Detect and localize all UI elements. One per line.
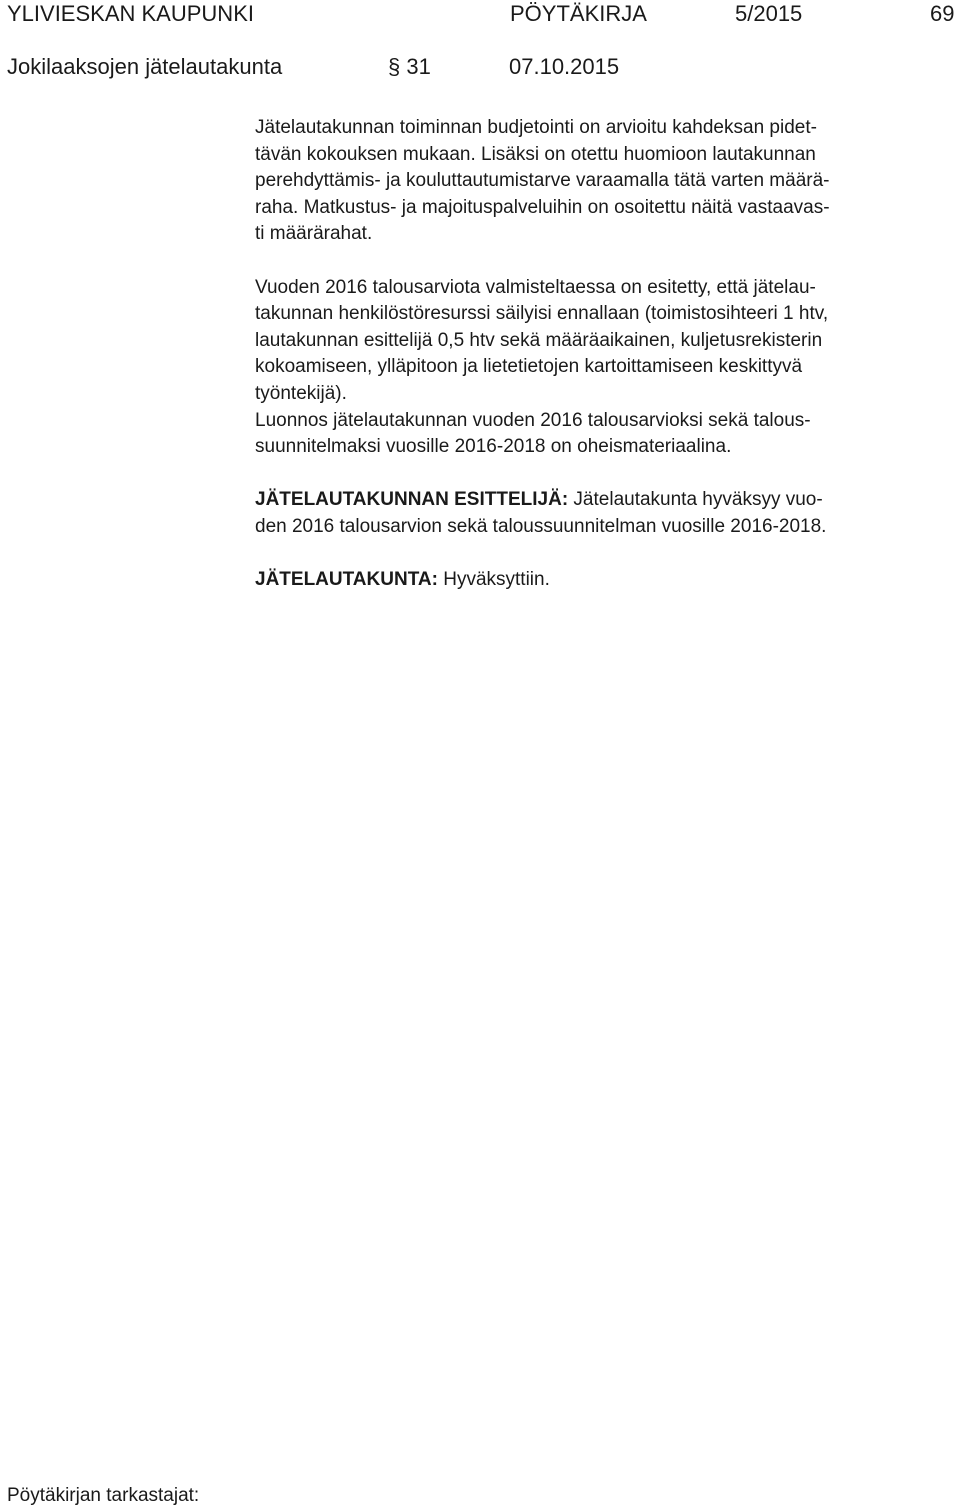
- document-type: PÖYTÄKIRJA: [510, 1, 647, 26]
- text-line: suunnitelmaksi vuosille 2016-2018 on oheismateriaalina.: [255, 436, 732, 458]
- proposal-label: JÄTELAUTAKUNNAN ESITTELIJÄ:: [255, 489, 569, 511]
- document-number: 5/2015: [735, 1, 803, 26]
- proposal-text: den 2016 talousarvion sekä taloussuunnitelman vuosille 2016-2018.: [255, 515, 827, 537]
- footer-reviewers-label: Pöytäkirjan tarkastajat:: [7, 1485, 200, 1506]
- paragraph-budgeting: [255, 115, 950, 248]
- text-line: raha. Matkustus- ja majoituspalveluihin on osoitettu näitä vastaavas-: [255, 196, 830, 218]
- text-line: takunnan henkilöstöresurssi säilyisi ennallaan (toimistosihteeri 1 htv,: [255, 303, 829, 325]
- decision-label: JÄTELAUTAKUNTA:: [255, 569, 438, 591]
- paragraph-staffing: [255, 275, 950, 461]
- committee-name: Jokilaaksojen jätelautakunta: [7, 54, 283, 79]
- organization-name: YLIVIESKAN KAUPUNKI: [7, 1, 254, 26]
- text-line: tävän kokouksen mukaan. Lisäksi on otettu huomioon lautakunnan: [255, 143, 816, 165]
- page-number: 69: [930, 1, 955, 26]
- text-line: ti määrärahat.: [255, 223, 373, 245]
- document-body: [255, 115, 950, 594]
- decision-text: Hyväksyttiin.: [437, 569, 550, 591]
- meeting-date: 07.10.2015: [509, 54, 620, 79]
- text-line: työntekijä).: [255, 382, 347, 404]
- section-number: § 31: [388, 54, 431, 79]
- text-line: lautakunnan esittelijä 0,5 htv sekä määräaikainen, kuljetusrekisterin: [255, 329, 823, 351]
- text-line: kokoamiseen, ylläpitoon ja lietetietojen kartoittamiseen keskittyvä: [255, 356, 803, 378]
- text-line: Jätelautakunnan toiminnan budjetointi on arvioitu kahdeksan pidet-: [255, 117, 817, 138]
- paragraph-decision: [255, 567, 950, 594]
- proposal-text: Jätelautakunta hyväksyy vuo-: [568, 489, 823, 511]
- text-line: Luonnos jätelautakunnan vuoden 2016 talousarvioksi sekä talous-: [255, 409, 811, 431]
- paragraph-proposal: [255, 487, 950, 540]
- text-line: perehdyttämis- ja kouluttautumistarve varaamalla tätä varten määrä-: [255, 170, 830, 192]
- text-line: Vuoden 2016 talousarviota valmisteltaessa on esitetty, että jätelau-: [255, 276, 816, 298]
